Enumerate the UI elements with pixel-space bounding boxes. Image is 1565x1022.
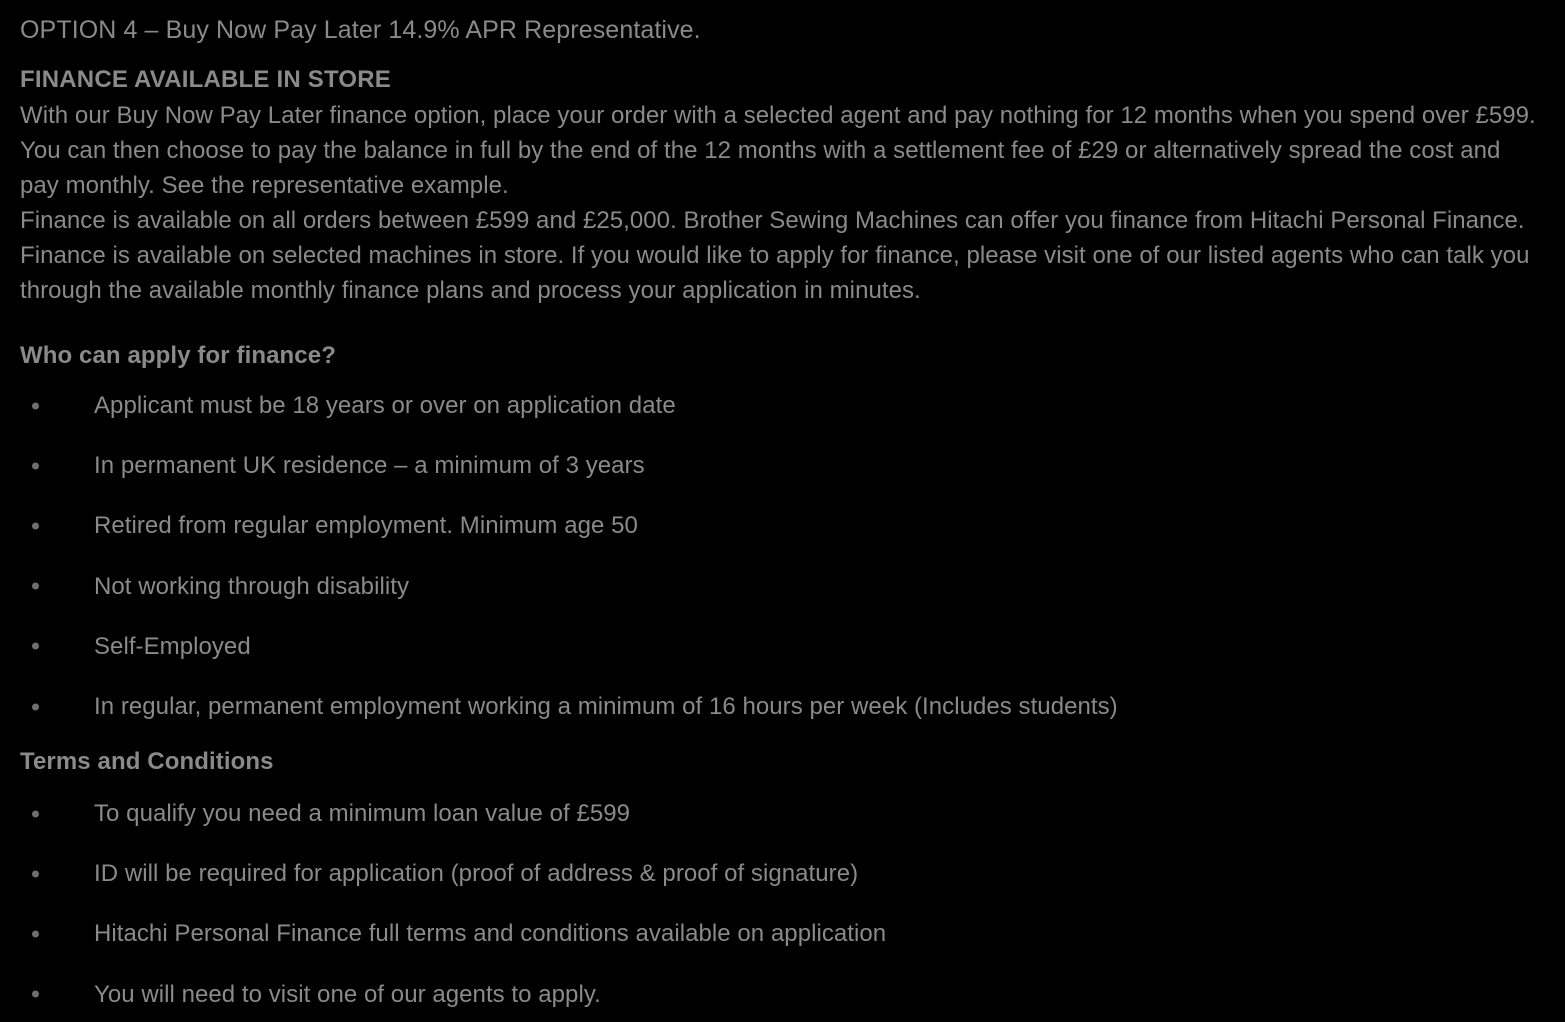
list-item [20, 798, 1545, 829]
list-item-label: Self-Employed [94, 632, 251, 660]
list-item [20, 510, 1545, 541]
terms-and-conditions-heading: Terms and Conditions [20, 748, 274, 776]
bullet-icon [32, 522, 39, 529]
bullet-icon [32, 870, 39, 877]
list-item-label: Hitachi Personal Finance full terms and conditions available on application [94, 920, 887, 948]
section-spacer [20, 308, 1545, 342]
bullet-icon [32, 462, 39, 469]
list-item [20, 390, 1545, 421]
list-item [20, 450, 1545, 481]
finance-available-heading: FINANCE AVAILABLE IN STORE [20, 66, 391, 93]
list-item [20, 979, 1545, 1010]
bullet-icon [32, 643, 39, 650]
terms-and-conditions-list [20, 798, 1545, 1010]
list-item [20, 691, 1545, 722]
finance-paragraph-2: Finance is available on all orders between £599 and £25,000. Brother Sewing Machines can offer you finance from Hitachi Personal Finance. Finance is available on selected machines in store. If you would like to apply for finance, please visit one of our listed agents who can talk you through the available monthly finance plans and process your application in minutes. [20, 206, 1530, 304]
bullet-icon [32, 402, 39, 409]
finance-paragraph-1: With our Buy Now Pay Later finance option, place your order with a selected agent and pay nothing for 12 months when you spend over £599. You can then choose to pay the balance in full by the end of the 12 months with a settlement fee of £29 or alternatively spread the cost and pay monthly. See the representative example. [20, 101, 1536, 199]
who-can-apply-heading: Who can apply for finance? [20, 341, 336, 369]
terms-spacer [20, 722, 1545, 748]
list-item-label: In permanent UK residence – a minimum of 3 years [94, 452, 645, 480]
list-item-label: You will need to visit one of our agents to apply. [94, 980, 601, 1008]
list-item-label: Retired from regular employment. Minimum age 50 [94, 512, 638, 540]
list-item [20, 918, 1545, 949]
bullet-icon [32, 991, 39, 998]
list-item-label: Not working through disability [94, 572, 409, 600]
bullet-icon [32, 810, 39, 817]
bullet-icon [32, 703, 39, 710]
list-item-label: In regular, permanent employment working a minimum of 16 hours per week (Includes students) [94, 692, 1118, 720]
list-item [20, 571, 1545, 602]
bullet-icon [32, 583, 39, 590]
list-item-label: ID will be required for application (proof of address & proof of signature) [94, 860, 859, 888]
list-item [20, 631, 1545, 662]
list-item [20, 858, 1545, 889]
bullet-icon [32, 931, 39, 938]
option-title: OPTION 4 – Buy Now Pay Later 14.9% APR Representative. [20, 16, 701, 44]
list-item-label: Applicant must be 18 years or over on application date [94, 391, 676, 419]
list-item-label: To qualify you need a minimum loan value of £599 [94, 800, 631, 828]
who-can-apply-list [20, 390, 1545, 722]
